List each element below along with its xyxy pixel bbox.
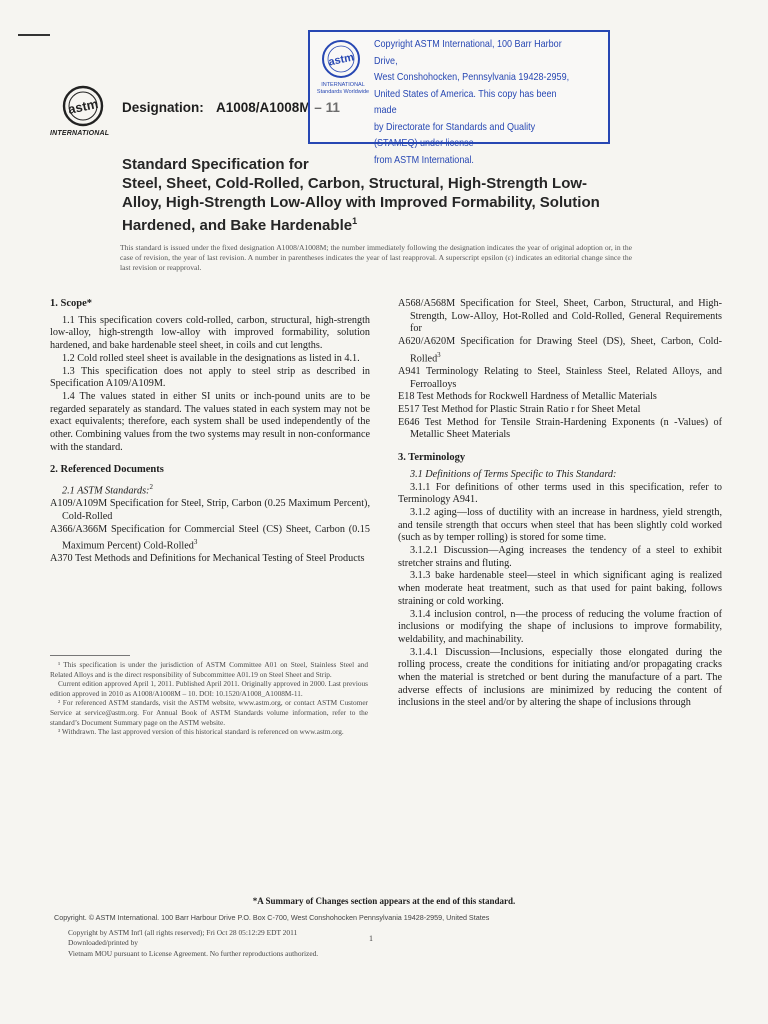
designation-label: Designation: <box>122 100 204 115</box>
section-3-1-4-1: 3.1.4.1 Discussion—Inclusions, especially those elongated during the rolling process, create the conditions for initiating and/or propagating cracks when the material is stretched or bent during the manufacture of a part. The adverse effects of inclusions are minimized by reducing the content of inclusions in the steel and/or by altering the shape of inclusions through <box>398 646 722 709</box>
ref-a941: A941 Terminology Relating to Steel, Stainless Steel, Related Alloys, and Ferroalloys <box>398 365 722 390</box>
license-stamp <box>308 30 610 166</box>
ref-a620 <box>398 336 722 366</box>
title-text: Steel, Sheet, Cold-Rolled, Carbon, Structural, High-Strength Low-Alloy, High-Strength Low-Alloy with Improved Formability, Solution Hardened, and Bake Hardenable <box>122 175 600 234</box>
section-1-3: 1.3 This specification does not apply to steel strip as described in Specification A109/A109M. <box>50 365 370 390</box>
section-3-1 <box>398 469 722 482</box>
ref-a568: A568/A568M Specification for Steel, Sheet, Carbon, Structural, and High-Strength, Low-Alloy, Hot-Rolled and Cold-Rolled, General Requirements for <box>398 298 722 335</box>
footnote-ref-3: 3 <box>193 538 198 547</box>
section-3-1-2-1: 3.1.2.1 Discussion—Aging increases the tendency of a steel to exhibit stretcher strains and fluting. <box>398 545 722 569</box>
designation-notice: This standard is issued under the fixed designation A1008/A1008M; the number immediately following the designation indicates the year of original adoption or, in the case of revision, the year of last revision. A number in parentheses indicates the year of last reapproval. A superscript epsilon (ε) indicates an editorial change since the last revision or reapproval. <box>120 243 632 272</box>
stamp-line: United States of America. This copy has been made <box>374 87 557 116</box>
footnote-ref-2: 2 <box>149 483 153 492</box>
right-column <box>398 298 722 710</box>
footnote-divider <box>50 655 130 656</box>
scope-heading: 1. Scope* <box>50 298 92 309</box>
page-number: 1 <box>369 934 373 943</box>
copyright-line: Copyright. © ASTM International. 100 Barr Harbour Drive P.O. Box C-700, West Conshohocken Pennsylvania 19428-2959, United States <box>54 913 490 922</box>
download-info <box>68 928 318 959</box>
ref-e18: E18 Test Methods for Rockwell Hardness of Metallic Materials <box>398 391 657 403</box>
document-title <box>122 174 622 235</box>
terminology-heading: 3. Terminology <box>398 452 466 464</box>
stamp-line: from ASTM International. <box>374 153 474 166</box>
summary-of-changes-note: *A Summary of Changes section appears at the end of this standard. <box>252 896 516 906</box>
title-line-1: Standard Specification for <box>122 156 309 173</box>
section-3-1-2: 3.1.2 aging—loss of ductility with an increase in hardness, yield strength, and tensile strength that occurs when steel that has been slightly cold worked (such as by temper rolling) is stored for some time. <box>398 506 722 544</box>
ref-e517: E517 Test Method for Plastic Strain Ratio r for Sheet Metal <box>398 404 641 416</box>
corner-mark <box>18 34 50 36</box>
stamp-text <box>374 36 575 168</box>
stamp-line: by Directorate for Standards and Quality (STAMEQ) under license <box>374 120 536 149</box>
footnotes <box>50 660 368 737</box>
svg-text:astm: astm <box>66 95 100 117</box>
download-line: Vietnam MOU pursuant to License Agreement. No further reproductions authorized. <box>68 948 319 958</box>
stamp-logo-caption <box>314 82 372 96</box>
ref-a620-text: A620/A620M Specification for Drawing Steel (DS), Sheet, Carbon, Cold-Rolled <box>398 336 722 365</box>
footnote-1: ¹ This specification is under the jurisdiction of ASTM Committee A01 on Steel, Stainless Steel and Related Alloys and is the direct responsibility of Subcommittee A01.19 on Steel Sheet and Strip. <box>50 660 368 679</box>
section-3-1-1: 3.1.1 For definitions of other terms used in this specification, refer to Terminology A941. <box>398 481 722 506</box>
download-line: Copyright by ASTM Int'l (all rights reserved); Fri Oct 28 05:12:29 EDT 2011 <box>68 928 298 937</box>
download-line: Downloaded/printed by <box>68 938 138 948</box>
title-footnote-ref: 1 <box>352 216 358 226</box>
footnote-2: ² For referenced ASTM standards, visit the ASTM website, www.astm.org, or contact ASTM Customer Service at service@astm.org. For Annual Book of ASTM Standards volume information, refer to the standard’s Document Summary page on the ASTM website. <box>50 698 368 727</box>
stamp-line: Copyright ASTM International, 100 Barr Harbor Drive, <box>374 38 562 67</box>
logo-caption: INTERNATIONAL <box>50 130 110 137</box>
section-3-1-4: 3.1.4 inclusion control, n—the process of reducing the volume fraction of inclusions or modifying the shape of inclusions to improve formability, weldability, and machinability. <box>398 608 722 645</box>
section-3-1-3: 3.1.3 bake hardenable steel—steel in which significant aging is realized when moderate heat treatment, such as that used for paint baking, follows straining or cold working. <box>398 570 722 607</box>
footnote-1-edition: Current edition approved April 1, 2011. Published April 2011. Originally approved in 2000. Last previous edition approved in 2010 as A1008/A1008M – 10. DOI: 10.1520/A1008_A1008M-11. <box>50 679 368 698</box>
section-1-1: 1.1 This specification covers cold-rolled, carbon, structural, high-strength low-alloy, high-strength low-alloy with improved formability, solution hardened, and bake hardenable steel sheet, in coils and cut lengths. <box>50 314 370 352</box>
stamp-caption-2: Standards Worldwide <box>316 89 370 95</box>
designation-value: A1008/A1008M – 11 <box>216 100 340 115</box>
ref-a370: A370 Test Methods and Definitions for Mechanical Testing of Steel Products <box>50 553 365 565</box>
stamp-line: West Conshohocken, Pennsylvania 19428-2959, <box>374 71 570 83</box>
footnote-ref-3b: 3 <box>437 350 441 359</box>
ref-a109: A109/A109M Specification for Steel, Strip, Carbon (0.25 Maximum Percent), Cold-Rolled <box>50 498 370 522</box>
ref-a366-text: A366/A366M Specification for Commercial Steel (CS) Sheet, Carbon (0.15 Maximum Percent) Cold-Rolled <box>50 523 370 552</box>
section-1-2: 1.2 Cold rolled steel sheet is available in the designations as listed in 4.1. <box>62 352 360 364</box>
stamp-caption-1: INTERNATIONAL <box>321 82 365 88</box>
stamp-astm-logo <box>318 38 364 82</box>
section-2-1-text: 2.1 ASTM Standards: <box>62 485 150 497</box>
ref-a366 <box>50 524 370 554</box>
footnote-3: ³ Withdrawn. The last approved version of this historical standard is referenced on www.astm.org. <box>58 727 344 737</box>
section-2-1 <box>50 481 370 498</box>
referenced-documents-heading: 2. Referenced Documents <box>50 464 164 476</box>
ref-e646: E646 Test Method for Tensile Strain-Hardening Exponents (n -Values) of Metallic Sheet Materials <box>398 416 722 441</box>
section-3-1-text: 3.1 Definitions of Terms Specific to This Standard: <box>410 468 617 480</box>
section-1-4: 1.4 The values stated in either SI units or inch-pound units are to be regarded separately as standard. The values stated in each system may not be exact equivalents; therefore, each system shall be used independently of the other. Combining values from the two systems may result in non-conformance with the standard. <box>50 390 370 453</box>
left-column <box>50 298 370 566</box>
svg-text:astm: astm <box>327 51 356 69</box>
